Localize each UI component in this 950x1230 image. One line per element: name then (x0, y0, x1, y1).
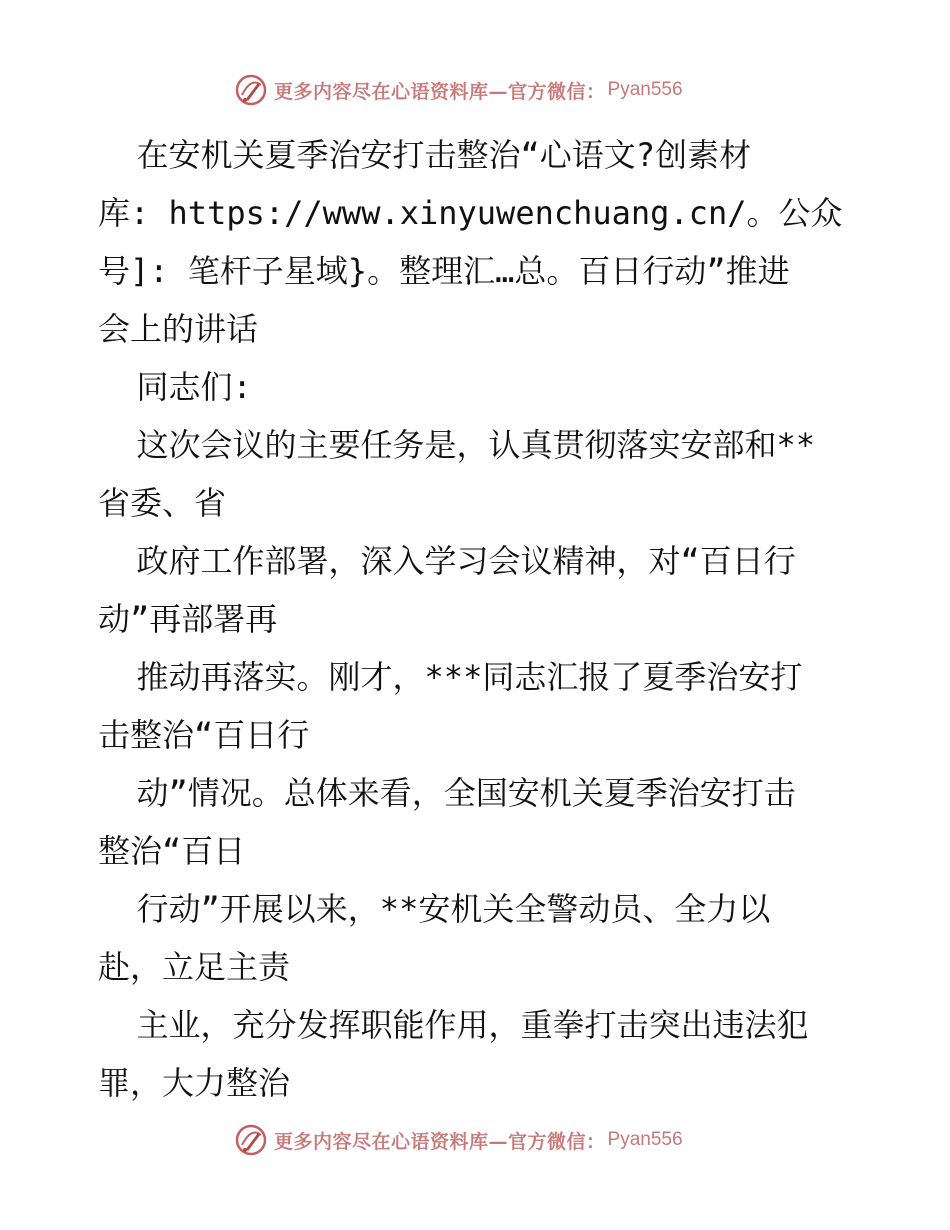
text-line: 库: https://www.xinyuwenchuang.cn/。公众 (98, 194, 843, 232)
text-line: 整治“百日 (98, 832, 246, 870)
text-line: 行动”开展以来，**安机关全警动员、全力以 (98, 890, 771, 928)
pen-logo-icon (234, 73, 268, 107)
text-line: 动”再部署再 (98, 600, 278, 638)
footer-slogan: 更多内容尽在心语资料库—官方微信： (274, 1130, 606, 1153)
text-line: 省委、省 (98, 484, 227, 522)
footer-wechat-id: Pyan556 (607, 1129, 683, 1150)
text-line: 动”情况。总体来看，全国安机关夏季治安打击 (98, 774, 796, 812)
text-line: 这次会议的主要任务是，认真贯彻落实安部和** (98, 426, 816, 464)
text-line: 推动再落实。刚才，***同志汇报了夏季治安打 (98, 658, 803, 696)
text-line: 在安机关夏季治安打击整治“心语文?创素材 (98, 136, 752, 174)
text-line: 政府工作部署，深入学习会议精神，对“百日行 (98, 542, 796, 580)
text-line: 主业，充分发挥职能作用，重拳打击突出违法犯 (98, 1006, 809, 1044)
text-line: 号]: 笔杆子星域}。整理汇…总。百日行动”推进 (98, 252, 790, 290)
text-line: 会上的讲话 (98, 310, 259, 348)
header-watermark-banner (234, 72, 683, 108)
text-line: 罪，大力整治 (98, 1064, 291, 1102)
text-line: 同志们: (98, 368, 252, 406)
header-slogan: 更多内容尽在心语资料库—官方微信： (274, 80, 606, 103)
document-body (98, 126, 858, 1112)
pen-logo-icon (234, 1123, 268, 1157)
footer-watermark-banner (234, 1122, 683, 1158)
text-line: 击整治“百日行 (98, 716, 310, 754)
text-line: 赴，立足主责 (98, 948, 291, 986)
header-wechat-id: Pyan556 (607, 79, 683, 100)
